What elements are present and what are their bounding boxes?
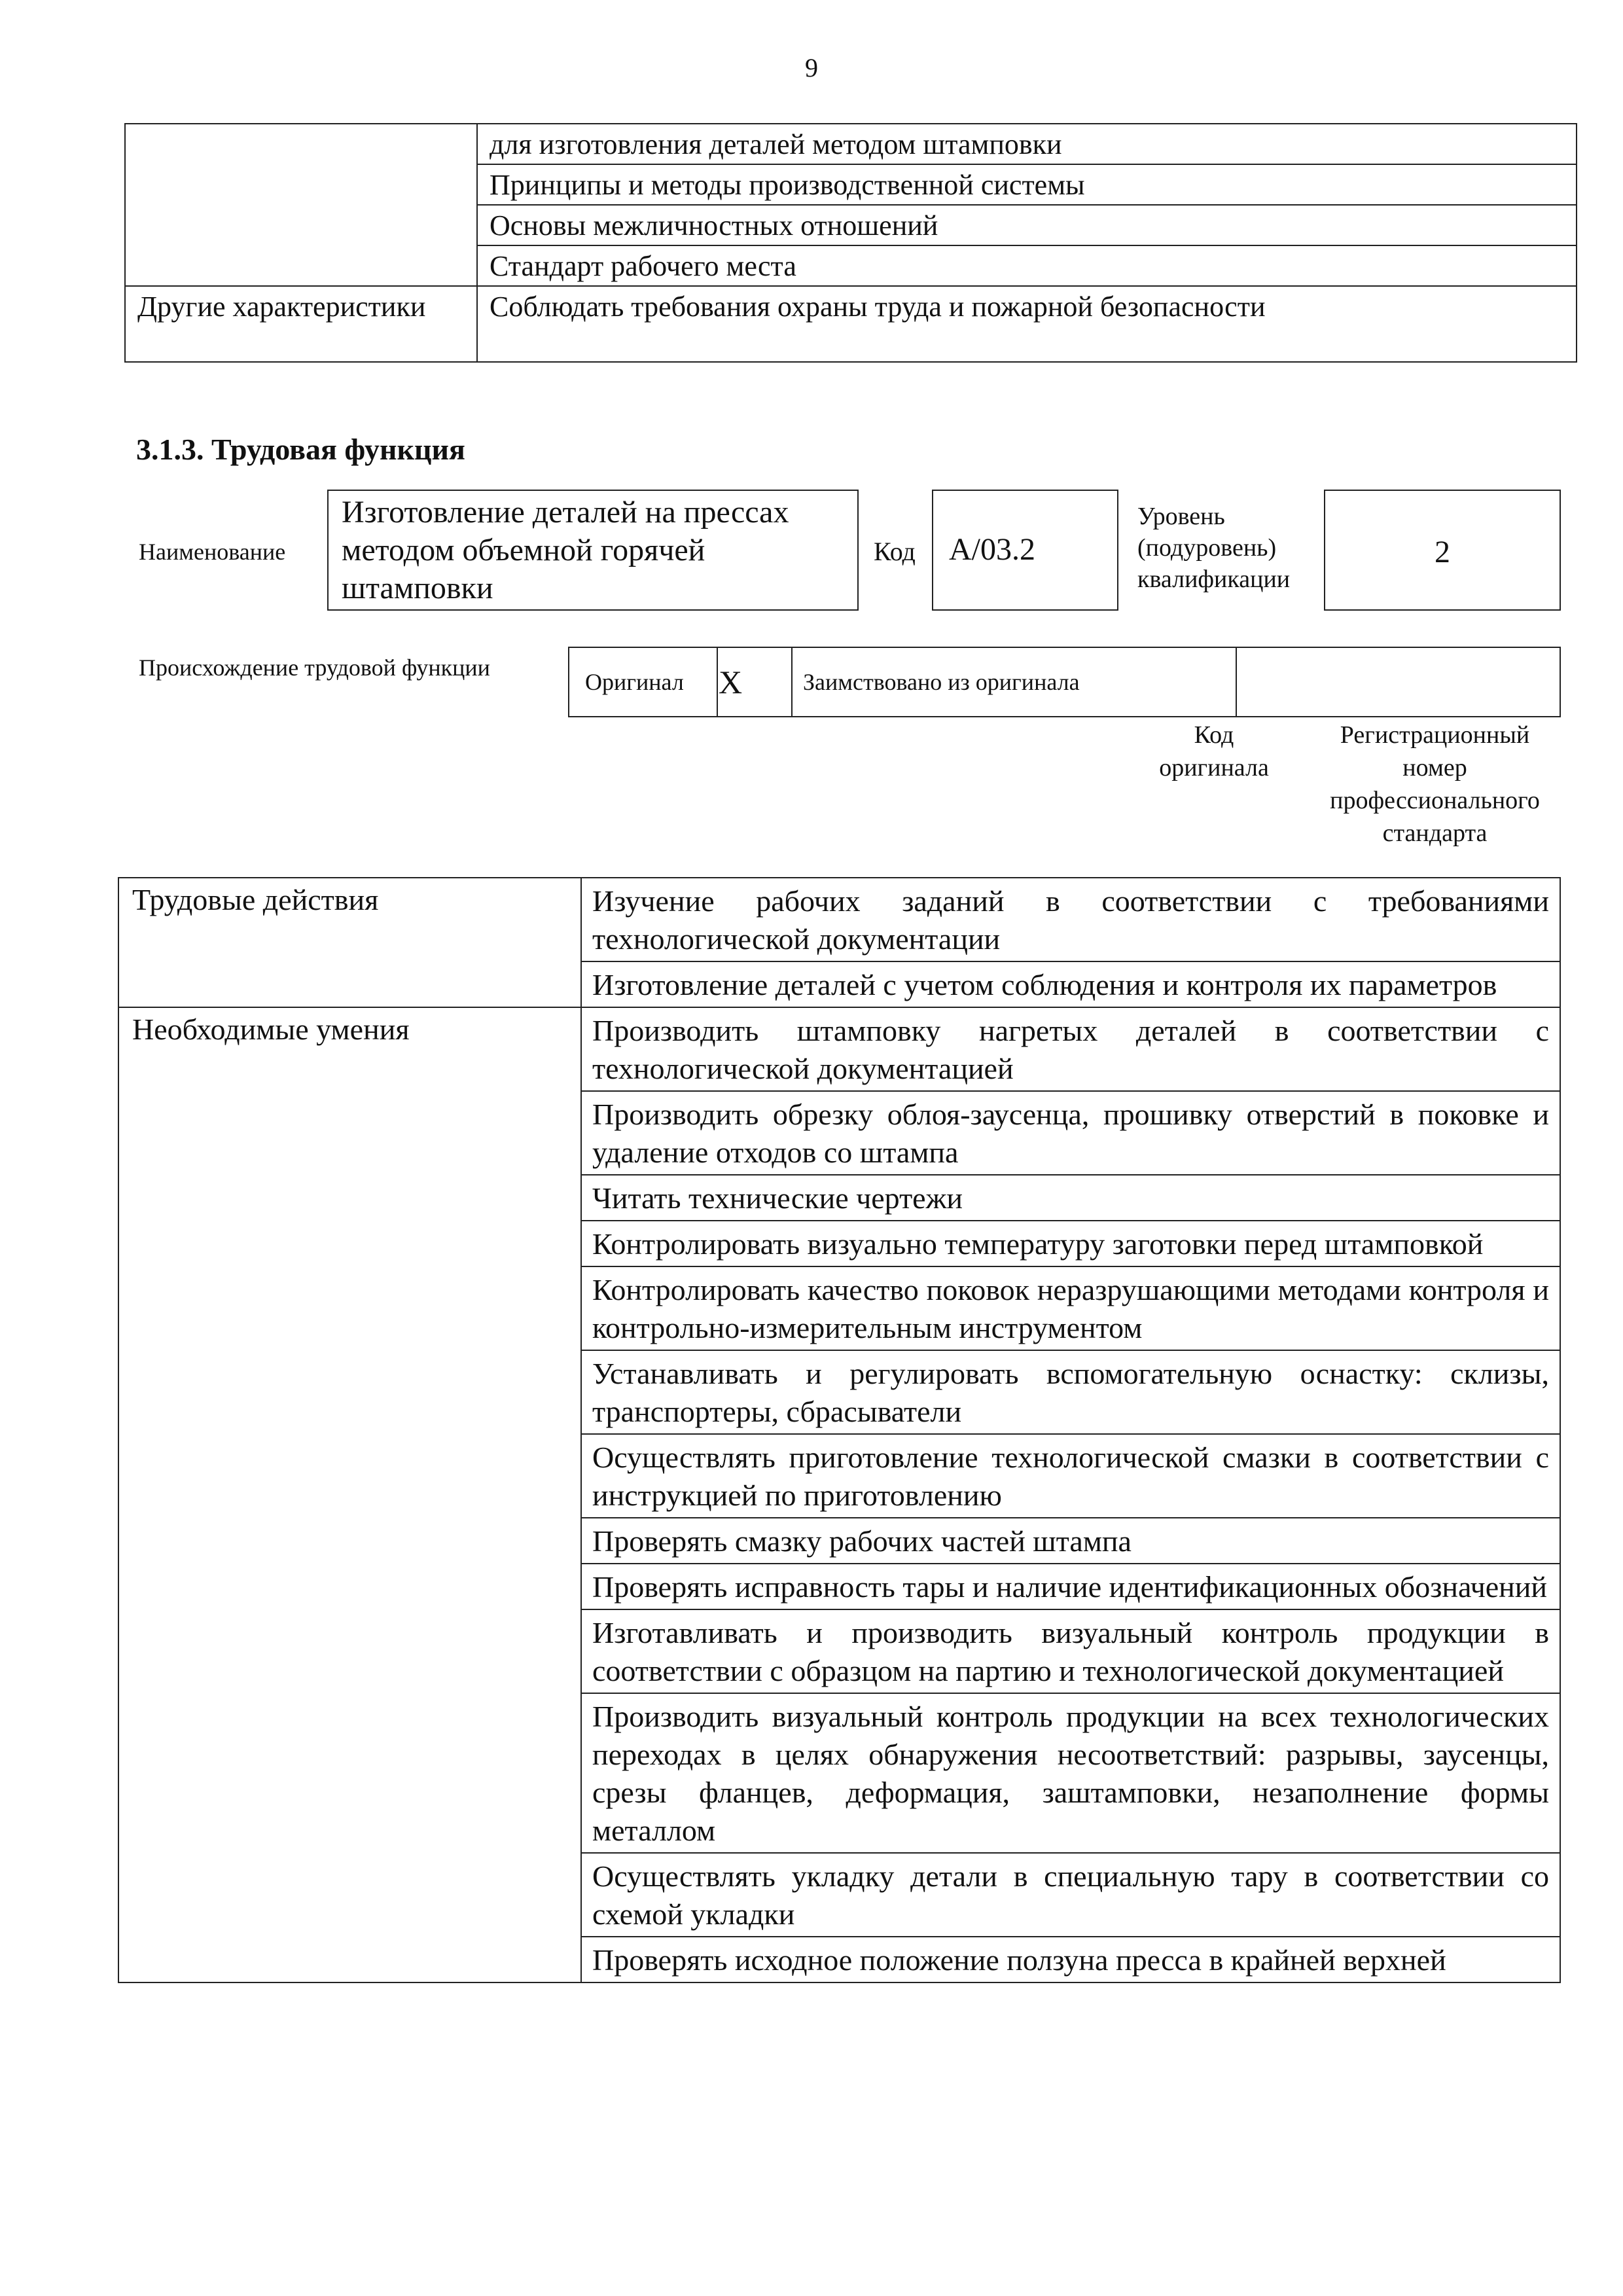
knowledge-continuation-table xyxy=(124,123,1577,363)
registration-number-caption: Регистрационный номер профессионального стандарта xyxy=(1330,721,1540,847)
table-row xyxy=(118,1007,1560,1091)
qualification-level-box: 2 xyxy=(1324,490,1561,611)
name-label: Наименование xyxy=(139,539,286,565)
skill-item: Проверять исходное положение ползуна пресса в крайней верхней xyxy=(581,1937,1560,1982)
page-number: 9 xyxy=(805,53,818,82)
skill-item: Проверять исправность тары и наличие идентификационных обозначений xyxy=(581,1564,1560,1609)
other-characteristics-label: Другие характеристики xyxy=(125,286,477,362)
skill-item: Устанавливать и регулировать вспомогательную оснастку: склизы, транспортеры, сбрасыватели xyxy=(581,1350,1560,1434)
skills-label: Необходимые умения xyxy=(118,1007,581,1982)
borrowed-label: Заимствовано из оригинала xyxy=(792,647,1236,717)
origin-table xyxy=(568,647,1561,717)
skill-item: Изготавливать и производить визуальный контроль продукции в соответствии с образцом на партию и технологической документацией xyxy=(581,1609,1560,1693)
skill-item: Контролировать визуально температуру заготовки перед штамповкой xyxy=(581,1221,1560,1266)
section-title: 3.1.3. Трудовая функция xyxy=(136,433,465,466)
skill-item: Осуществлять приготовление технологической смазки в соответствии с инструкцией по приготовлению xyxy=(581,1434,1560,1518)
table-row xyxy=(118,878,1560,961)
skill-item: Читать технические чертежи xyxy=(581,1175,1560,1221)
other-characteristics-value: Соблюдать требования охраны труда и пожарной безопасности xyxy=(477,286,1577,362)
labor-action-item: Изучение рабочих заданий в соответствии с требованиями технологической документации xyxy=(581,878,1560,961)
code-value-box: А/03.2 xyxy=(932,490,1118,611)
skill-item: Проверять смазку рабочих частей штампа xyxy=(581,1518,1560,1564)
table-cell: Стандарт рабочего места xyxy=(477,245,1577,286)
table-cell: Принципы и методы производственной системы xyxy=(477,164,1577,205)
skill-item: Контролировать качество поковок неразрушающими методами контроля и контрольно-измерительным инструментом xyxy=(581,1266,1560,1350)
skill-item: Производить штамповку нагретых деталей в соответствии с технологической документацией xyxy=(581,1007,1560,1091)
original-code-cell xyxy=(1236,647,1560,717)
original-code-caption: Код оригинала xyxy=(1159,721,1269,781)
table-cell: Основы межличностных отношений xyxy=(477,205,1577,245)
skill-item: Осуществлять укладку детали в специальную тару в соответствии со схемой укладки xyxy=(581,1853,1560,1937)
original-label: Оригинал xyxy=(569,647,717,717)
table-cell-empty xyxy=(125,124,477,286)
function-name-box: Изготовление деталей на прессах методом объемной горячей штамповки xyxy=(327,490,859,611)
labor-function-table xyxy=(118,877,1561,1983)
labor-actions-label: Трудовые действия xyxy=(118,878,581,1007)
skill-item: Производить визуальный контроль продукции на всех технологических переходах в целях обнаружения несоответствий: разрывы, заусенцы, срезы фланцев, деформация, заштамповки, незаполнение формы металлом xyxy=(581,1693,1560,1853)
code-label: Код xyxy=(874,537,916,566)
skill-item: Производить обрезку облоя-заусенца, прошивку отверстий в поковке и удаление отходов со штампа xyxy=(581,1091,1560,1175)
origin-label: Происхождение трудовой функции xyxy=(139,655,490,681)
table-cell: для изготовления деталей методом штамповки xyxy=(477,124,1577,164)
original-mark: X xyxy=(717,647,792,717)
qualification-level-label: Уровень (подуровень) квалификации xyxy=(1137,503,1291,593)
labor-action-item: Изготовление деталей с учетом соблюдения и контроля их параметров xyxy=(581,961,1560,1007)
